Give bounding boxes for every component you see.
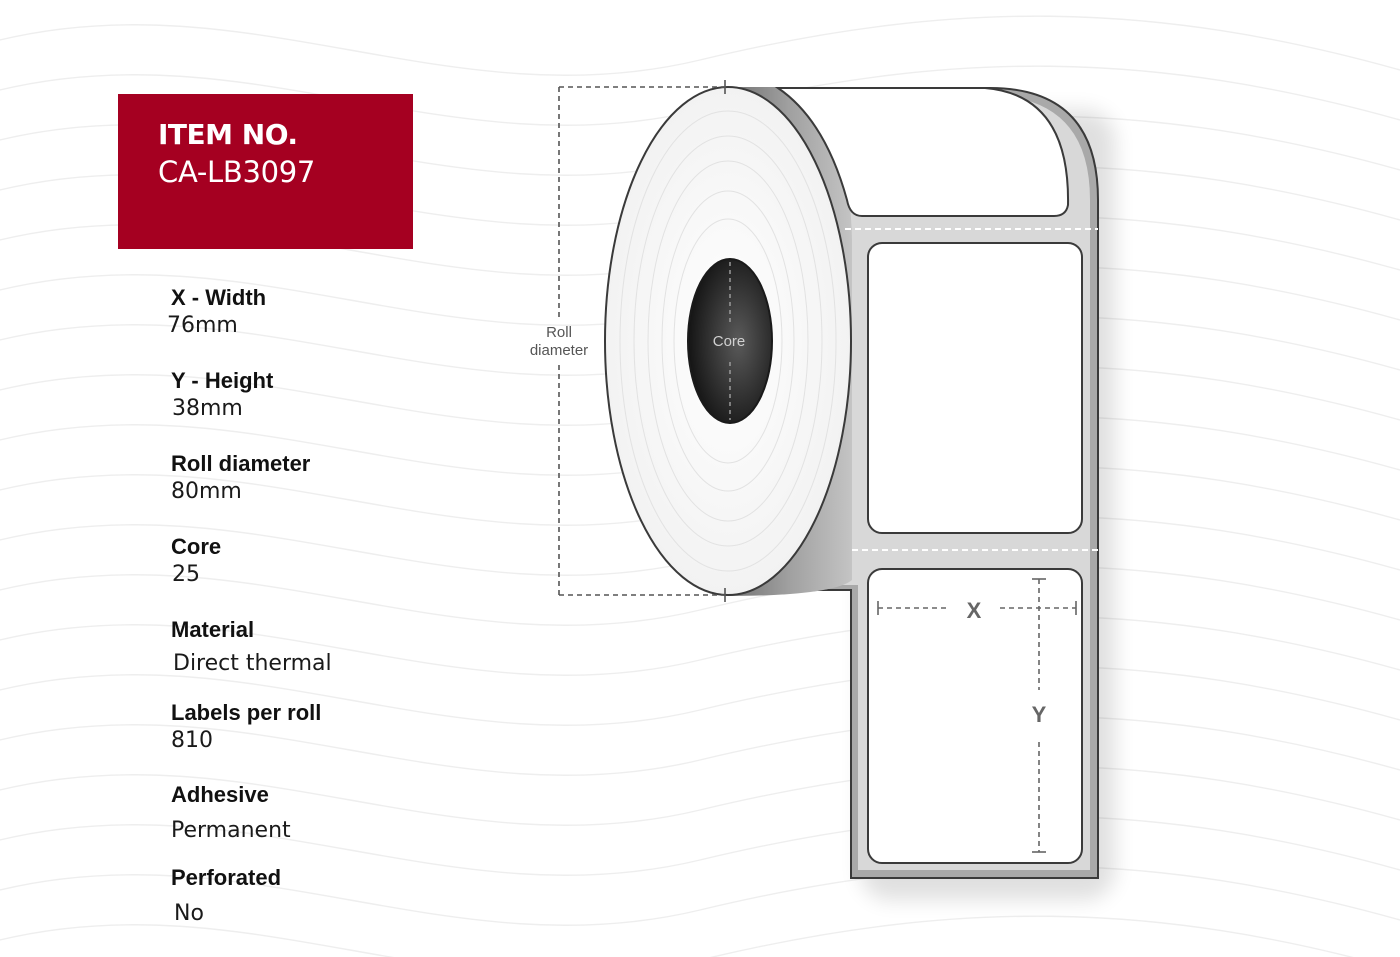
spec-label: Core <box>171 534 222 559</box>
spec-value: 76mm <box>167 313 238 338</box>
roll-diameter-label-line2: diameter <box>529 342 589 359</box>
spec-label: Material <box>171 617 255 642</box>
roll-diameter-label-line1: Roll <box>546 324 572 341</box>
spec-y-height <box>171 368 273 424</box>
x-dimension-label: X <box>966 598 982 623</box>
spec-label: X - Width <box>171 285 267 310</box>
y-dimension-label: Y <box>1031 702 1047 727</box>
spec-value: No <box>174 901 204 926</box>
spec-material <box>171 617 332 679</box>
item-number: CA-LB3097 <box>158 155 316 189</box>
spec-roll-diameter <box>171 451 310 507</box>
item-title: ITEM NO. <box>158 118 298 151</box>
spec-label: Roll diameter <box>171 451 311 476</box>
spec-x-width <box>167 285 267 341</box>
spec-adhesive <box>171 782 291 846</box>
spec-perforated <box>171 865 281 929</box>
spec-value: 38mm <box>172 396 243 421</box>
spec-value: 25 <box>172 562 200 587</box>
spec-label: Adhesive <box>171 782 269 807</box>
spec-value: Permanent <box>171 818 291 843</box>
spec-value: 80mm <box>171 479 242 504</box>
spec-value: 810 <box>171 728 213 753</box>
spec-label: Perforated <box>171 865 282 890</box>
spec-label: Y - Height <box>171 368 274 393</box>
label-middle <box>868 243 1082 533</box>
core-label: Core <box>712 333 746 350</box>
item-number-box <box>118 94 413 249</box>
spec-label: Labels per roll <box>171 700 322 725</box>
spec-value: Direct thermal <box>173 651 332 676</box>
label-roll-diagram <box>500 60 1140 920</box>
spec-labels-per-roll <box>171 700 321 756</box>
spec-core <box>171 534 221 590</box>
